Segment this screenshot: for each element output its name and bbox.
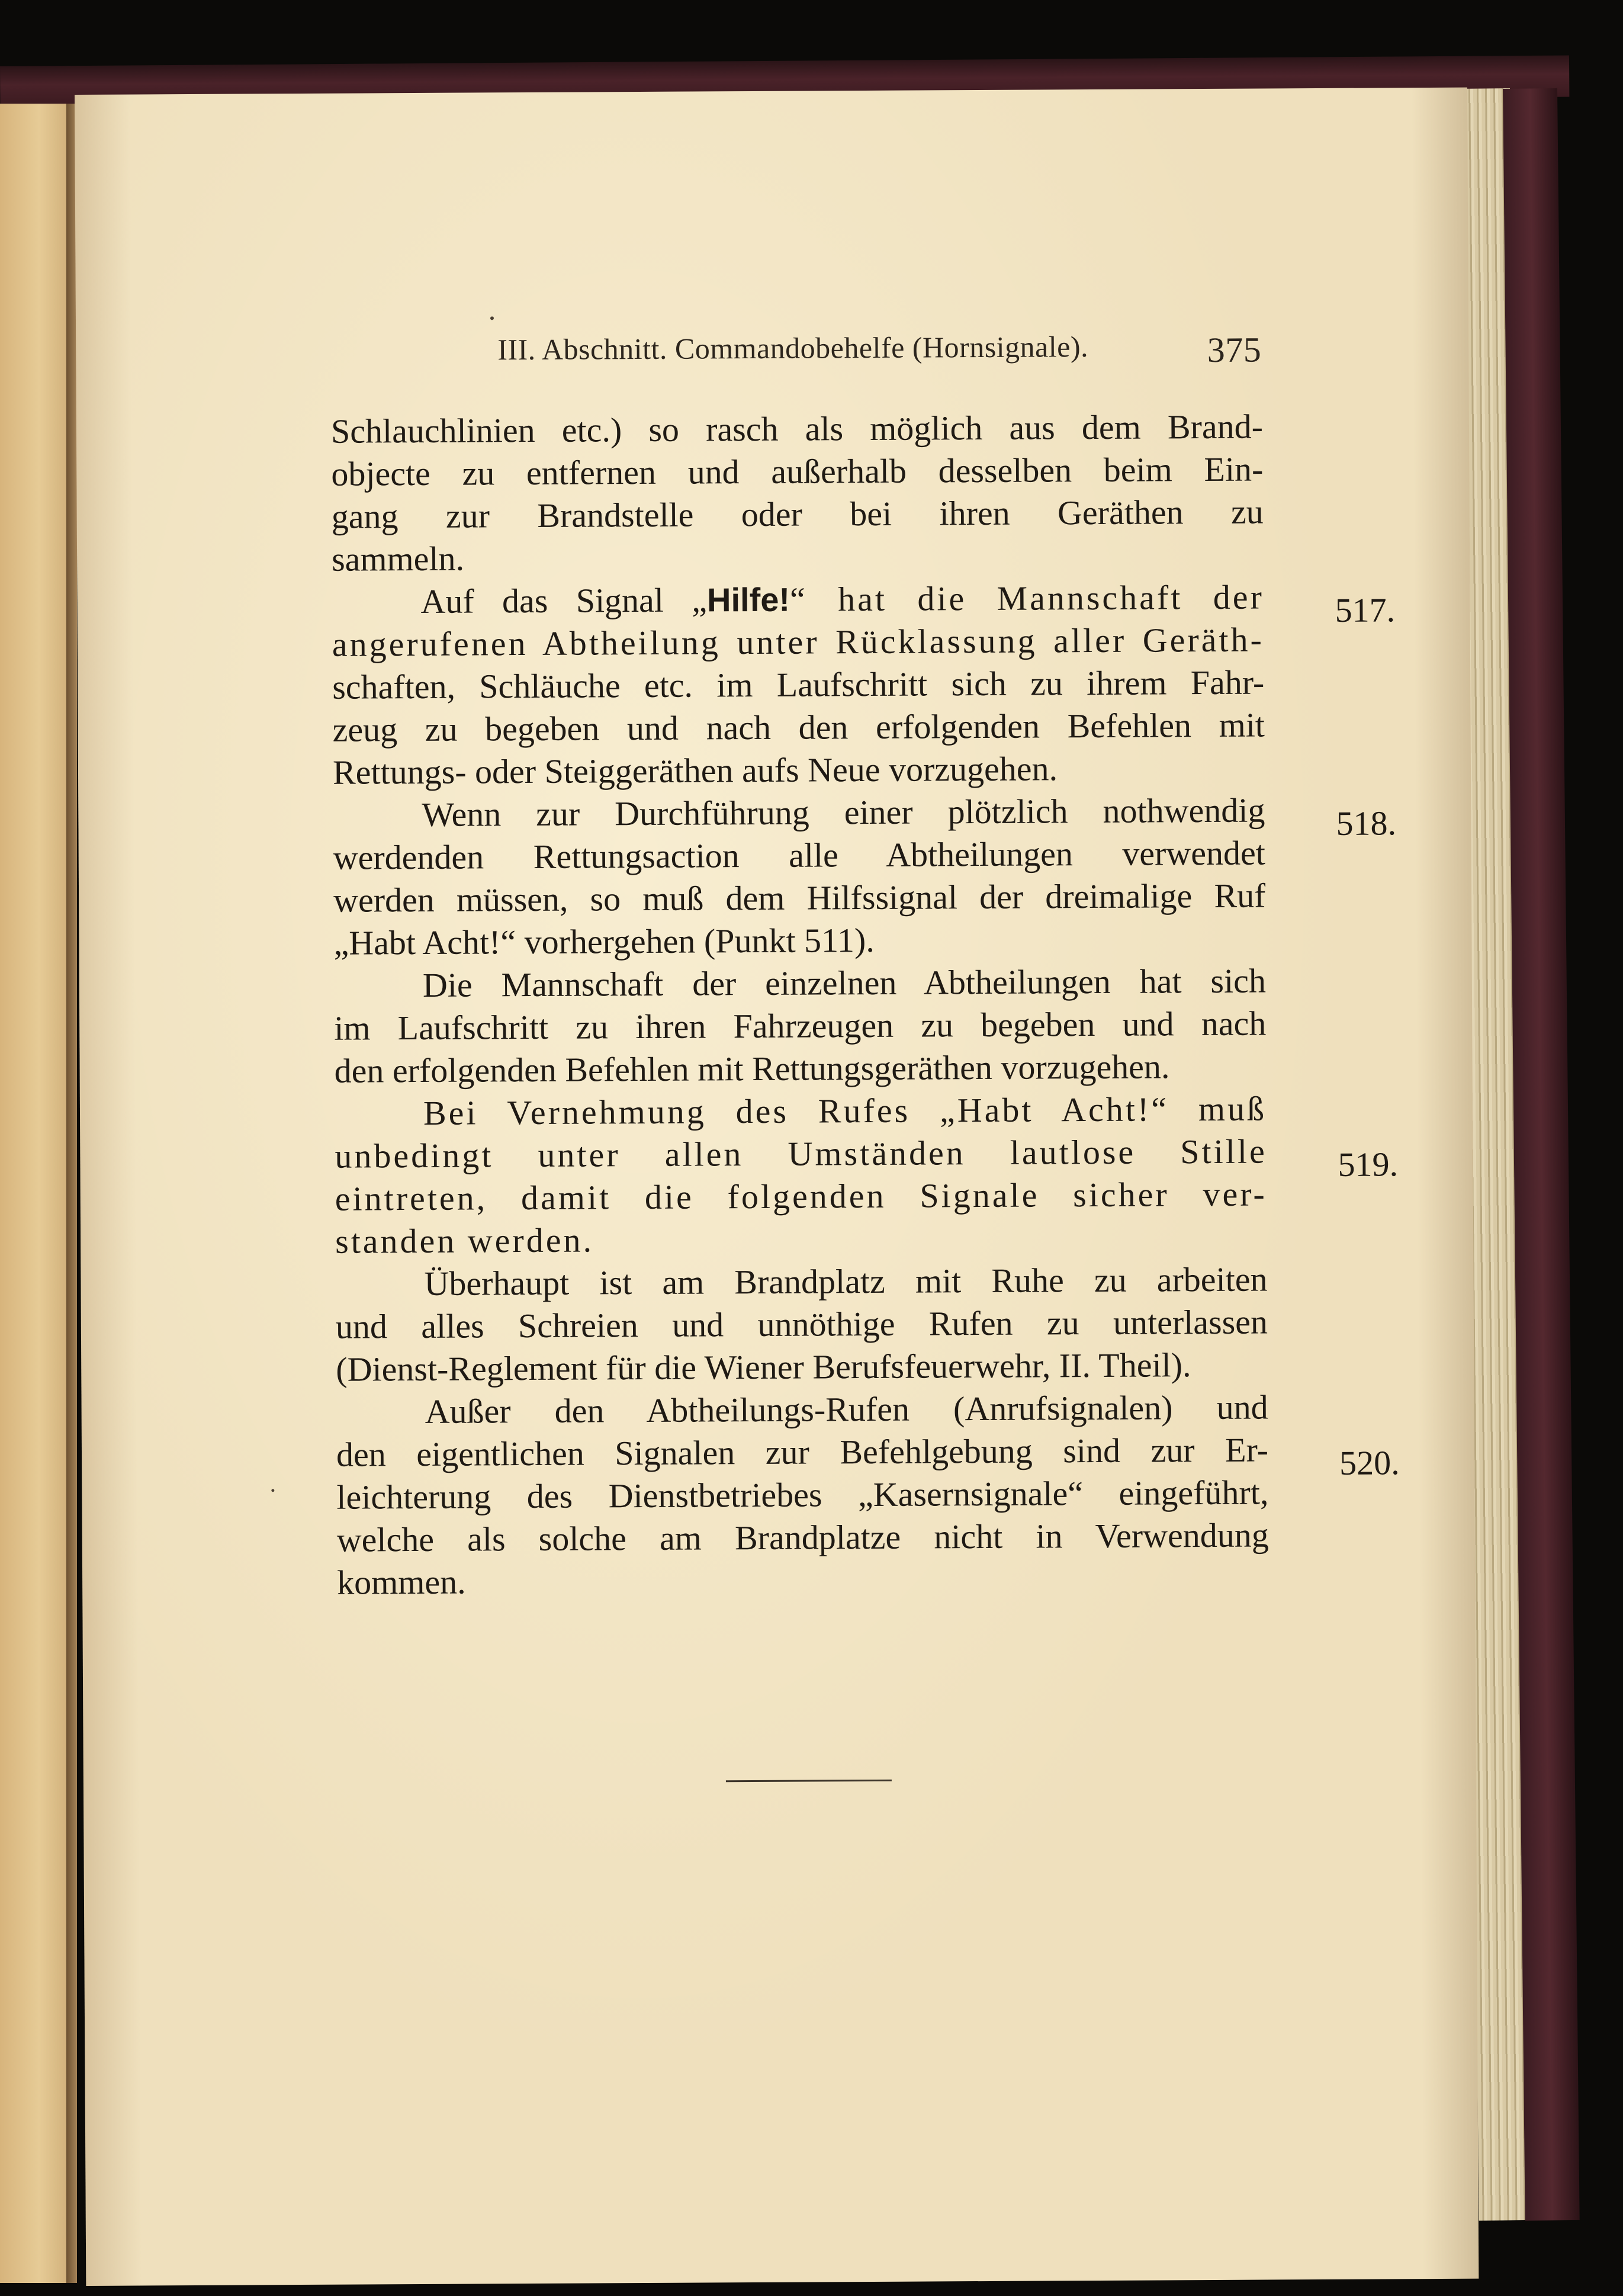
text-line: (Dienst-Reglement für die Wiener Berufsfeuerwehr, II. Theil).: [336, 1346, 1191, 1389]
paragraph: [335, 1087, 1267, 1263]
running-title: III. Abschnitt. Commandobehelfe (Hornsignale).: [497, 330, 1089, 367]
text-line: Überhaupt ist am Brandplatz mit Ruhe zu arbeiten: [424, 1260, 1268, 1303]
text-line: werdenden Rettungsaction alle Abtheilungen verwendet: [333, 833, 1265, 877]
text-line: welche als solche am Brandplatze nicht in Verwendung: [336, 1515, 1269, 1559]
page-number: 375: [1207, 330, 1262, 370]
margin-number: 517.: [1335, 590, 1396, 630]
text-line: zeug zu begeben und nach den erfolgenden Befehlen mit: [332, 705, 1265, 749]
facing-page-edge: [0, 104, 71, 2283]
paragraph: [333, 789, 1265, 964]
text-line: Schlauchlinien etc.) so rasch als möglich aus dem Brand-: [330, 407, 1264, 451]
margin-number: 520.: [1339, 1443, 1400, 1482]
text-line: eintreten, damit die folgenden Signale sicher ver-: [335, 1174, 1267, 1218]
book-page: [75, 88, 1479, 2286]
end-rule: [726, 1780, 892, 1782]
text-line: Wenn zur Durchführung einer plötzlich nothwendig: [422, 791, 1265, 834]
paragraph: [331, 405, 1264, 580]
text-line: Auf das Signal „Hilfe!“ hat die Mannschaft der: [420, 577, 1264, 621]
book-gutter: [66, 104, 77, 2283]
margin-number: 519.: [1338, 1145, 1399, 1184]
body-text: [331, 405, 1270, 1604]
text-line: Bei Vernehmung des Rufes „Habt Acht!“ muß: [423, 1089, 1267, 1132]
text-line: werden müssen, so muß dem Hilfssignal der dreimalige Ruf: [333, 876, 1266, 920]
paragraph: [335, 1258, 1268, 1391]
text-line: objecte zu entfernen und außerhalb desselben beim Ein-: [331, 449, 1264, 493]
text-line: Rettungs- oder Steiggeräthen aufs Neue vorzugehen.: [332, 749, 1058, 792]
paper-speck: [490, 316, 494, 320]
text-line: gang zur Brandstelle oder bei ihren Geräthen zu: [331, 492, 1264, 536]
paper-speck: [271, 1489, 274, 1492]
text-line: den erfolgenden Befehlen mit Rettungsgeräthen vorzugehen.: [334, 1047, 1170, 1090]
text-line: und alles Schreien und unnöthige Rufen zu unterlassen: [335, 1302, 1268, 1346]
paragraph: [336, 1386, 1269, 1604]
text-line: im Laufschritt zu ihren Fahrzeugen zu begeben und nach: [334, 1004, 1267, 1048]
paragraph: [332, 576, 1265, 794]
text-line: Außer den Abtheilungs-Rufen (Anrufsignalen) und: [425, 1388, 1268, 1431]
paragraph: [334, 959, 1267, 1092]
text-line: unbedingt unter allen Umständen lautlose Stille: [335, 1132, 1267, 1176]
text-line: „Habt Acht!“ vorhergehen (Punkt 511).: [333, 920, 875, 962]
text-line: angerufenen Abtheilung unter Rücklassung aller Geräth-: [332, 620, 1265, 664]
signal-name-bold: Hilfe!: [706, 580, 790, 619]
text-line: kommen.: [336, 1562, 466, 1602]
text-line: schaften, Schläuche etc. im Laufschritt sich zu ihrem Fahr-: [332, 663, 1265, 707]
text-line: sammeln.: [331, 539, 465, 579]
margin-number: 518.: [1336, 804, 1397, 843]
text-line: standen werden.: [335, 1221, 594, 1261]
text-line: den eigentlichen Signalen zur Befehlgebung sind zur Er-: [336, 1430, 1269, 1474]
text-line: leichterung des Dienstbetriebes „Kasernsignale“ eingeführt,: [336, 1473, 1269, 1517]
page-header: [497, 329, 1261, 368]
text-line: Die Mannschaft der einzelnen Abtheilungen hat sich: [422, 961, 1267, 1004]
